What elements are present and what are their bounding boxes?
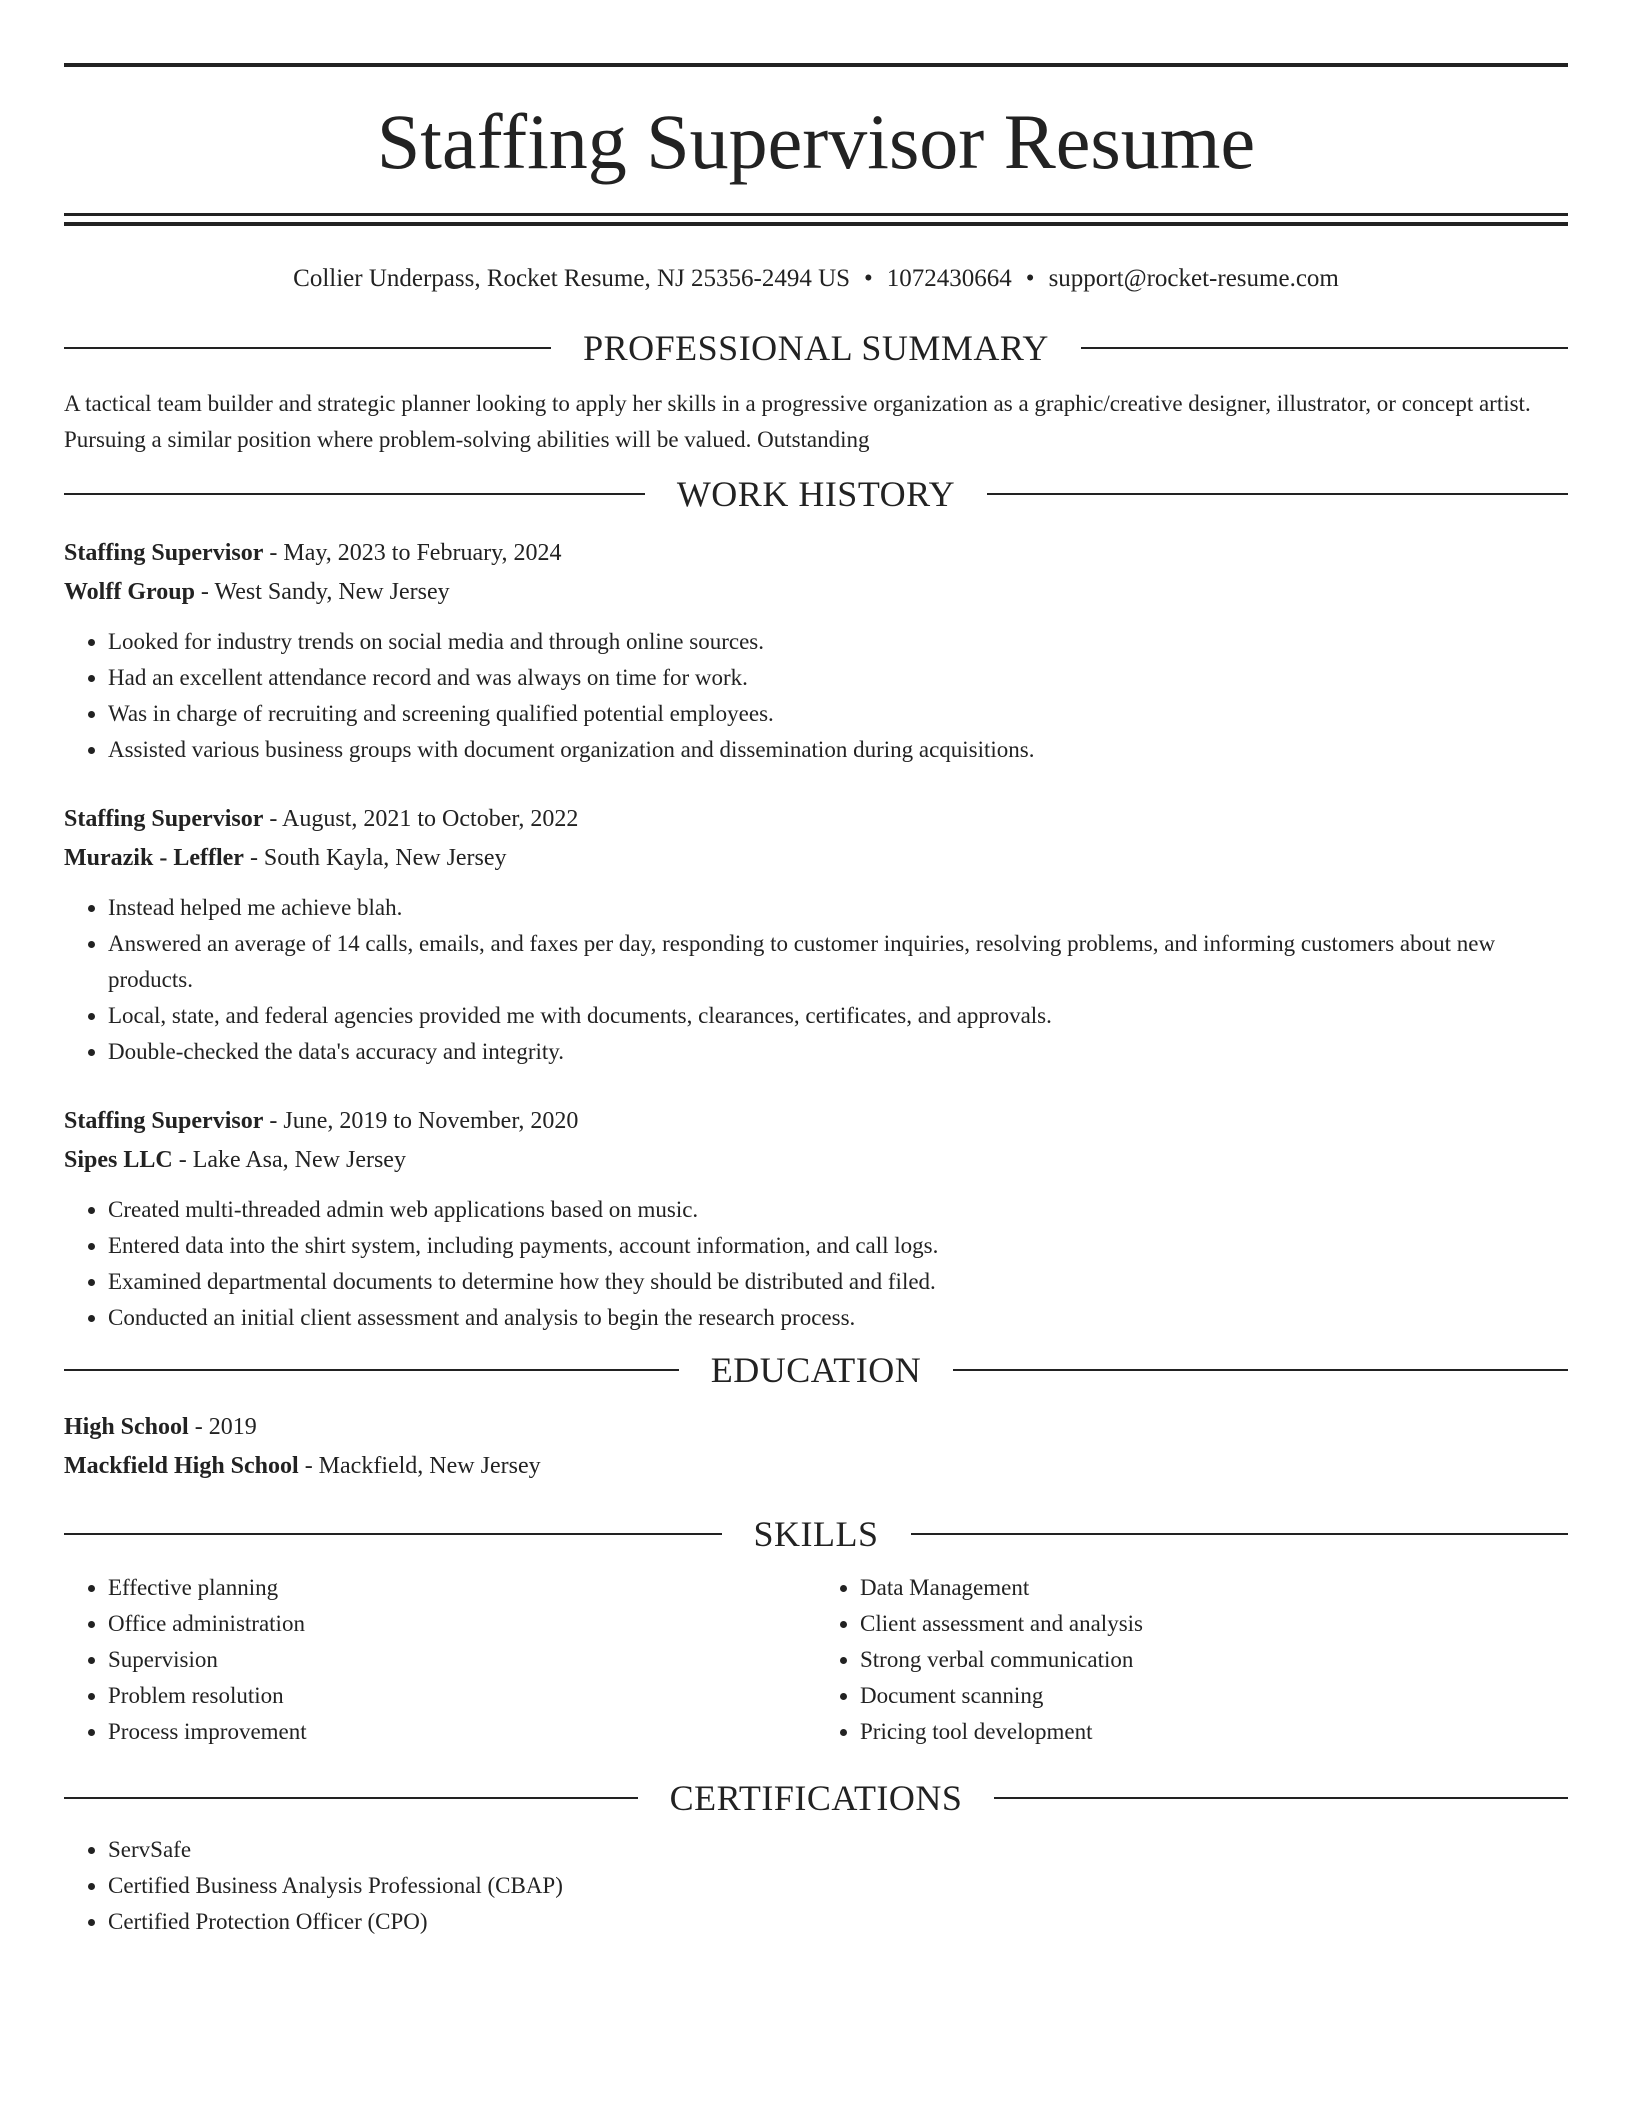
certification-item: • Certified Business Analysis Professional (CBAP) bbox=[108, 1868, 1568, 1904]
section-heading-education bbox=[64, 1348, 1568, 1392]
education-year: - 2019 bbox=[188, 1414, 257, 1440]
summary-text: A tactical team builder and strategic planner looking to apply her skills in a progressive organization as a graphic/creative designer, illustrator, or concept artist. Pursuing a similar position where problem-solving abilities will be valued. Outstanding bbox=[64, 391, 1531, 452]
heading-rule bbox=[1081, 347, 1568, 349]
job-title-line bbox=[64, 800, 1568, 839]
job-bullet-item: • Conducted an initial client assessment and analysis to begin the research process. bbox=[108, 1300, 1568, 1336]
job-location: - West Sandy, New Jersey bbox=[194, 579, 450, 605]
job-bullet-item: • Answered an average of 14 calls, emails, and faxes per day, responding to customer inquiries, resolving problems, and informing customers about new products. bbox=[108, 926, 1568, 998]
heading-rule bbox=[911, 1533, 1569, 1535]
education-school-line bbox=[64, 1447, 1568, 1486]
skill-item: • Effective planning bbox=[108, 1570, 816, 1606]
skill-item: • Strong verbal communication bbox=[860, 1642, 1568, 1678]
section-title: EDUCATION bbox=[710, 1350, 922, 1390]
job-dates: - May, 2023 to February, 2024 bbox=[263, 540, 562, 566]
heading-rule bbox=[987, 493, 1568, 495]
section-heading-summary bbox=[64, 326, 1568, 370]
job-company: Murazik - Leffler bbox=[64, 845, 244, 871]
job-bullet-item: • Examined departmental documents to determine how they should be distributed and filed. bbox=[108, 1264, 1568, 1300]
job-bullet-item: • Was in charge of recruiting and screening qualified potential employees. bbox=[108, 696, 1568, 732]
job-company: Sipes LLC bbox=[64, 1147, 173, 1173]
skill-item: • Data Management bbox=[860, 1570, 1568, 1606]
heading-rule bbox=[64, 347, 551, 349]
job-bullet-item: • Created multi-threaded admin web applications based on music. bbox=[108, 1192, 1568, 1228]
section-title: CERTIFICATIONS bbox=[669, 1778, 963, 1818]
certification-item: • Certified Protection Officer (CPO) bbox=[108, 1904, 1568, 1940]
contact-line bbox=[64, 264, 1568, 294]
job-bullet-item: • Double-checked the data's accuracy and integrity. bbox=[108, 1034, 1568, 1070]
job-title-line bbox=[64, 1102, 1568, 1141]
job-bullets bbox=[64, 1192, 1568, 1336]
education-degree: High School bbox=[64, 1414, 189, 1440]
job-dates: - August, 2021 to October, 2022 bbox=[263, 806, 579, 832]
job-company-line bbox=[64, 573, 1568, 612]
education-entry bbox=[64, 1408, 1568, 1486]
job-title: Staffing Supervisor bbox=[64, 806, 264, 832]
job-bullets bbox=[64, 624, 1568, 768]
job-bullet-item: • Looked for industry trends on social media and through online sources. bbox=[108, 624, 1568, 660]
skills-columns bbox=[64, 1570, 1568, 1750]
job-bullet-item: • Instead helped me achieve blah. bbox=[108, 890, 1568, 926]
job-title: Staffing Supervisor bbox=[64, 540, 264, 566]
job-entry bbox=[64, 800, 1568, 1070]
job-bullet-item: • Entered data into the shirt system, including payments, account information, and call logs. bbox=[108, 1228, 1568, 1264]
contact-email: support@rocket-resume.com bbox=[1048, 265, 1339, 292]
job-location: - South Kayla, New Jersey bbox=[243, 845, 507, 871]
skills-right-column bbox=[816, 1570, 1568, 1750]
skill-item: • Supervision bbox=[108, 1642, 816, 1678]
job-company-line bbox=[64, 1141, 1568, 1180]
certification-item: • ServSafe bbox=[108, 1832, 1568, 1868]
section-title: PROFESSIONAL SUMMARY bbox=[583, 328, 1049, 368]
job-location: - Lake Asa, New Jersey bbox=[172, 1147, 406, 1173]
job-bullet-item: • Local, state, and federal agencies provided me with documents, clearances, certificates, and approvals. bbox=[108, 998, 1568, 1034]
education-school: Mackfield High School bbox=[64, 1453, 299, 1479]
skill-item: • Client assessment and analysis bbox=[860, 1606, 1568, 1642]
section-heading-certifications bbox=[64, 1776, 1568, 1820]
section-title: SKILLS bbox=[753, 1514, 879, 1554]
job-company: Wolff Group bbox=[64, 579, 195, 605]
job-title: Staffing Supervisor bbox=[64, 1108, 264, 1134]
skills-left-column bbox=[64, 1570, 816, 1750]
contact-separator: • bbox=[1025, 265, 1035, 292]
job-bullets bbox=[64, 890, 1568, 1070]
contact-phone: 1072430664 bbox=[886, 265, 1012, 292]
top-rule bbox=[64, 63, 1568, 67]
job-bullet-item: • Had an excellent attendance record and was always on time for work. bbox=[108, 660, 1568, 696]
skill-item: • Document scanning bbox=[860, 1678, 1568, 1714]
section-title: WORK HISTORY bbox=[676, 474, 956, 514]
heading-rule bbox=[64, 1797, 638, 1799]
heading-rule bbox=[994, 1797, 1568, 1799]
skill-item: • Process improvement bbox=[108, 1714, 816, 1750]
heading-rule bbox=[64, 493, 645, 495]
education-location: - Mackfield, New Jersey bbox=[298, 1453, 541, 1479]
skill-item: • Pricing tool development bbox=[860, 1714, 1568, 1750]
heading-rule bbox=[64, 1369, 679, 1371]
job-entry bbox=[64, 534, 1568, 768]
heading-rule bbox=[953, 1369, 1568, 1371]
title-double-rule bbox=[64, 213, 1568, 226]
job-bullet-item: • Assisted various business groups with document organization and dissemination during acquisitions. bbox=[108, 732, 1568, 768]
contact-separator: • bbox=[864, 265, 873, 292]
job-entry bbox=[64, 1102, 1568, 1336]
skill-item: • Problem resolution bbox=[108, 1678, 816, 1714]
skill-item: • Office administration bbox=[108, 1606, 816, 1642]
job-title-line bbox=[64, 534, 1568, 573]
job-dates: - June, 2019 to November, 2020 bbox=[263, 1108, 579, 1134]
work-history-list bbox=[64, 534, 1568, 1336]
resume-page bbox=[64, 63, 1568, 1940]
certifications-list bbox=[64, 1832, 1568, 1940]
page-title: Staffing Supervisor Resume bbox=[376, 98, 1256, 185]
education-degree-line bbox=[64, 1408, 1568, 1447]
contact-address: Collier Underpass, Rocket Resume, NJ 25356-2494 US bbox=[293, 265, 851, 292]
section-heading-work bbox=[64, 472, 1568, 516]
heading-rule bbox=[64, 1533, 722, 1535]
section-heading-skills bbox=[64, 1512, 1568, 1556]
job-company-line bbox=[64, 839, 1568, 878]
